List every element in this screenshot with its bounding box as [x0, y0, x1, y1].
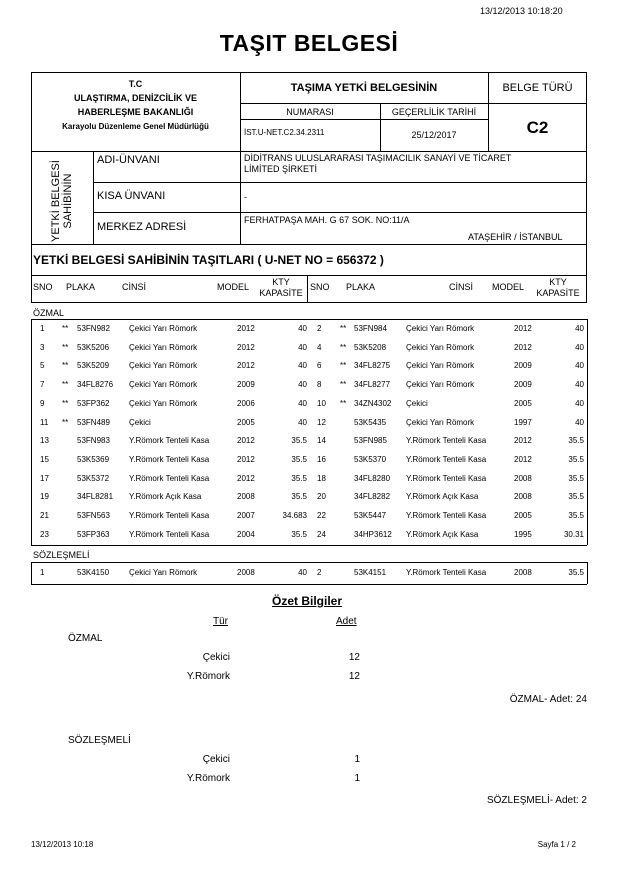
vehicle-plate: 34FL8275 — [354, 361, 391, 371]
table-row — [0, 434, 618, 452]
vehicle-plate: 53K5369 — [77, 454, 110, 464]
vehicle-capacity: 35.5 — [568, 473, 584, 483]
table-row — [0, 528, 618, 546]
summary-ozmal-count-2: 12 — [348, 671, 360, 682]
vehicle-kind: Çekici Yarı Römork — [406, 342, 475, 352]
vehicle-model: 2009 — [237, 380, 255, 390]
vehicle-sno: 13 — [40, 436, 49, 446]
vehicle-capacity: 40 — [298, 361, 307, 371]
vehicle-mark: ** — [62, 324, 69, 333]
col-cap2-right: KAPASİTE — [536, 288, 580, 298]
vehicle-capacity: 35.5 — [291, 529, 307, 539]
vehicle-model: 2005 — [514, 398, 532, 408]
vehicle-kind: Çekici — [406, 398, 428, 408]
vehicle-model: 2012 — [514, 342, 532, 352]
col-model-left: MODEL — [217, 282, 250, 292]
belge-turu-label: BELGE TÜRÜ — [502, 82, 573, 94]
holder-short-value: - — [244, 192, 247, 202]
vehicle-plate: 53FN563 — [77, 511, 110, 520]
holder-short-label: KISA ÜNVANI — [97, 190, 166, 202]
vehicle-model: 2012 — [237, 473, 255, 483]
vehicle-model: 2008 — [237, 492, 255, 502]
vehicle-plate: 34FL8282 — [354, 492, 391, 502]
vehicle-capacity: 35.5 — [568, 568, 584, 577]
col-cap2-left: KAPASİTE — [259, 288, 303, 298]
vehicle-sno: 12 — [317, 417, 326, 427]
vehicle-plate: 53K5435 — [354, 417, 387, 427]
vehicle-sno: 20 — [317, 492, 326, 502]
holder-name-value-2: LİMİTED ŞİRKETİ — [244, 164, 318, 174]
summary-ozmal-total: ÖZMAL- Adet: 24 — [509, 694, 587, 705]
auth-validity: 25/12/2017 — [411, 130, 457, 140]
vehicle-capacity: 35.5 — [291, 492, 307, 502]
vehicle-kind: Çekici Yarı Römork — [406, 324, 475, 333]
vehicle-plate: 34ZN4302 — [354, 398, 392, 408]
vehicle-plate: 53K4151 — [354, 568, 387, 577]
vehicle-kind: Çekici Yarı Römork — [406, 380, 475, 390]
summary-type-header: Tür — [213, 616, 228, 627]
vehicle-model: 2005 — [514, 511, 532, 520]
vehicle-capacity: 40 — [575, 361, 584, 371]
vehicle-plate: 34FL8277 — [354, 380, 391, 390]
vehicle-plate: 53FN984 — [354, 324, 387, 333]
table-row — [0, 322, 618, 340]
vehicle-mark: ** — [340, 342, 347, 352]
vehicle-sno: 21 — [40, 511, 49, 520]
ministry-line-3: HABERLEŞME BAKANLIĞI — [77, 107, 194, 117]
auth-validity-label: GEÇERLİLİK TARİHİ — [391, 107, 477, 117]
vehicle-kind: Y.Römork Tenteli Kasa — [406, 473, 487, 483]
vehicle-kind: Y.Römork Açık Kasa — [406, 529, 479, 539]
vehicle-capacity: 34.683 — [282, 511, 307, 520]
summary-contract-count-2: 1 — [354, 773, 360, 784]
footer-date: 13/12/2013 10:18 — [31, 840, 94, 849]
vehicle-mark: ** — [340, 398, 347, 408]
vehicle-sno: 22 — [317, 511, 326, 520]
vehicle-model: 2004 — [237, 529, 255, 539]
vehicle-plate: 34FL8280 — [354, 473, 391, 483]
summary-contract-count-1: 1 — [354, 754, 360, 765]
vehicle-mark: ** — [340, 380, 347, 390]
vehicle-kind: Çekici Yarı Römork — [129, 568, 198, 577]
vehicle-plate: 53FN982 — [77, 324, 110, 333]
footer-page: Sayfa 1 / 2 — [537, 840, 576, 849]
vehicle-capacity: 35.5 — [568, 492, 584, 502]
vehicle-capacity: 40 — [575, 342, 584, 352]
table-row — [0, 509, 618, 527]
vehicle-plate: 53K5447 — [354, 511, 387, 520]
vehicle-capacity: 40 — [298, 417, 307, 427]
vehicles-heading: YETKİ BELGESİ SAHİBİNİN TAŞITLARI ( U-NET NO = 656372 ) — [33, 253, 384, 267]
vehicle-kind: Çekici Yarı Römork — [129, 398, 198, 408]
table-row — [0, 490, 618, 508]
vehicle-model: 2012 — [237, 324, 255, 333]
belge-turu-value: C2 — [526, 118, 549, 137]
vehicle-sno: 14 — [317, 436, 326, 446]
vehicle-kind: Y.Römork Tenteli Kasa — [406, 454, 487, 464]
vehicle-mark: ** — [62, 417, 69, 427]
col-cap1-left: KTY — [272, 277, 290, 287]
vehicle-model: 2012 — [237, 454, 255, 464]
vehicle-kind: Y.Römork Tenteli Kasa — [406, 568, 487, 577]
auth-number: İST.U-NET.C2.34.2311 — [244, 128, 325, 137]
vehicle-model: 2012 — [237, 342, 255, 352]
vehicle-kind: Y.Römork Tenteli Kasa — [129, 436, 210, 446]
vehicle-mark: ** — [340, 361, 347, 371]
col-model-right: MODEL — [492, 282, 525, 292]
vehicle-capacity: 40 — [298, 324, 307, 333]
auth-heading: TAŞIMA YETKİ BELGESİNİN — [290, 82, 438, 94]
summary-contract-label: SÖZLEŞMELİ — [68, 735, 131, 746]
vehicle-capacity: 40 — [575, 417, 584, 427]
vehicle-model: 2012 — [514, 454, 532, 464]
table-row — [0, 397, 618, 415]
vehicle-mark: ** — [62, 398, 69, 408]
summary-title: Özet Bilgiler — [272, 594, 343, 608]
vehicle-sno: 4 — [317, 342, 322, 352]
table-row — [0, 341, 618, 359]
vehicle-kind: Y.Römork Tenteli Kasa — [129, 511, 210, 520]
vehicle-kind: Çekici Yarı Römork — [406, 417, 475, 427]
col-kind-left: CİNSİ — [122, 282, 147, 292]
vehicle-capacity: 30.31 — [563, 529, 584, 539]
vehicle-kind: Çekici Yarı Römork — [129, 361, 198, 371]
vehicle-model: 2005 — [237, 417, 255, 427]
print-timestamp: 13/12/2013 10:18:20 — [480, 6, 563, 16]
vehicle-model: 2012 — [237, 361, 255, 371]
vehicle-model: 2007 — [237, 511, 255, 520]
summary-count-header: Adet — [336, 616, 357, 627]
vehicle-sno: 9 — [40, 398, 45, 408]
vehicle-sno: 24 — [317, 529, 326, 539]
vehicle-kind: Y.Römork Açık Kasa — [129, 492, 202, 502]
vehicle-sno: 2 — [317, 568, 322, 577]
vehicle-plate: 34HP3612 — [354, 529, 392, 539]
summary-contract-type-1: Çekici — [202, 754, 230, 765]
table-row — [0, 566, 618, 584]
col-cap1-right: KTY — [549, 277, 567, 287]
vehicle-mark: ** — [340, 324, 347, 333]
table-row — [0, 472, 618, 490]
vehicle-sno: 6 — [317, 361, 322, 371]
vehicle-capacity: 35.5 — [568, 454, 584, 464]
summary-ozmal-label: ÖZMAL — [68, 633, 103, 644]
vehicle-capacity: 40 — [298, 398, 307, 408]
ministry-line-1: T.C — [128, 79, 143, 89]
auth-number-label: NUMARASI — [286, 107, 334, 117]
vehicle-kind: Çekici Yarı Römork — [129, 324, 198, 333]
vehicle-capacity: 40 — [575, 398, 584, 408]
vehicle-sno: 1 — [40, 324, 45, 333]
vehicle-sno: 3 — [40, 342, 45, 352]
holder-address-label: MERKEZ ADRESİ — [97, 221, 187, 233]
col-plate-left: PLAKA — [66, 282, 96, 292]
summary-contract-type-2: Y.Römork — [186, 773, 230, 784]
vehicle-plate: 53K5208 — [354, 342, 387, 352]
vehicle-plate: 53FN985 — [354, 436, 387, 446]
summary-contract-total: SÖZLEŞMELİ- Adet: 2 — [486, 795, 587, 806]
summary-ozmal-type-2: Y.Römork — [186, 671, 230, 682]
summary-ozmal-type-1: Çekici — [202, 652, 230, 663]
ozmal-section-label: ÖZMAL — [33, 308, 65, 318]
vehicle-capacity: 35.5 — [291, 454, 307, 464]
table-row — [0, 359, 618, 377]
vehicle-plate: 34FL8281 — [77, 492, 114, 502]
vehicle-kind: Çekici Yarı Römork — [129, 342, 198, 352]
vehicle-model: 2008 — [514, 492, 532, 502]
vehicle-plate: 34FL8276 — [77, 380, 114, 390]
vehicle-kind: Y.Römork Tenteli Kasa — [129, 473, 210, 483]
table-row — [0, 378, 618, 396]
vehicle-model: 2009 — [514, 380, 532, 390]
vehicle-plate: 53FN983 — [77, 436, 110, 446]
vehicle-model: 2012 — [237, 436, 255, 446]
vehicle-sno: 2 — [317, 324, 322, 333]
col-kind-right: CİNSİ — [449, 282, 474, 292]
vehicle-kind: Y.Römork Tenteli Kasa — [129, 529, 210, 539]
vehicle-sno: 1 — [40, 568, 45, 577]
vehicle-model: 2012 — [514, 436, 532, 446]
table-row — [0, 416, 618, 434]
vehicle-plate: 53K5372 — [77, 473, 110, 483]
vehicle-kind: Çekici — [129, 417, 151, 427]
vehicle-capacity: 35.5 — [568, 511, 584, 520]
col-plate-right: PLAKA — [346, 282, 376, 292]
vehicle-capacity: 40 — [575, 324, 584, 333]
ministry-line-2: ULAŞTIRMA, DENİZCİLİK VE — [74, 93, 197, 103]
vehicle-capacity: 40 — [298, 342, 307, 352]
table-row — [0, 453, 618, 471]
vehicle-mark: ** — [62, 342, 69, 352]
col-sno-left: SNO — [33, 282, 53, 292]
vehicle-model: 2012 — [514, 324, 532, 333]
vehicle-model: 2006 — [237, 398, 255, 408]
vehicle-kind: Çekici Yarı Römork — [129, 380, 198, 390]
vehicle-plate: 53K5370 — [354, 454, 387, 464]
vehicle-model: 1995 — [514, 529, 532, 539]
vehicle-sno: 15 — [40, 454, 49, 464]
vehicle-capacity: 40 — [298, 568, 307, 577]
vehicle-sno: 17 — [40, 473, 49, 483]
vehicle-capacity: 40 — [575, 380, 584, 390]
vehicle-model: 1997 — [514, 417, 532, 427]
vehicle-model: 2008 — [237, 568, 255, 577]
contract-section-label: SÖZLEŞMELİ — [33, 550, 90, 560]
vehicle-sno: 23 — [40, 529, 49, 539]
vehicle-kind: Y.Römork Tenteli Kasa — [406, 511, 487, 520]
vehicle-model: 2008 — [514, 568, 532, 577]
vehicle-sno: 19 — [40, 492, 49, 502]
vehicle-mark: ** — [62, 361, 69, 371]
vehicle-plate: 53K5206 — [77, 342, 110, 352]
vehicle-sno: 7 — [40, 380, 45, 390]
vehicle-model: 2008 — [514, 473, 532, 483]
vehicle-capacity: 35.5 — [291, 473, 307, 483]
vehicle-sno: 18 — [317, 473, 326, 483]
vehicle-plate: 53FP362 — [77, 398, 110, 408]
vehicle-kind: Çekici Yarı Römork — [406, 361, 475, 371]
vehicle-plate: 53FN489 — [77, 417, 110, 427]
vehicle-sno: 10 — [317, 398, 326, 408]
document-title: TAŞIT BELGESİ — [219, 30, 399, 56]
vehicle-capacity: 35.5 — [568, 436, 584, 446]
vehicle-sno: 8 — [317, 380, 322, 390]
vehicle-kind: Y.Römork Tenteli Kasa — [406, 436, 487, 446]
vehicle-capacity: 40 — [298, 380, 307, 390]
holder-name-value-1: DİDİTRANS ULUSLARARASI TAŞIMACILIK SANAYİ VE TİCARET — [244, 153, 512, 163]
vehicle-plate: 53K4150 — [77, 568, 110, 577]
vehicle-mark: ** — [62, 380, 69, 390]
holder-side-label: YETKİ BELGESİ SAHİBİNİN — [50, 160, 74, 242]
summary-ozmal-count-1: 12 — [348, 652, 360, 663]
holder-address-value: FERHATPAŞA MAH. G 67 SOK. NO:11/A — [244, 215, 410, 225]
ministry-line-4: Karayolu Düzenleme Genel Müdürlüğü — [62, 122, 209, 131]
vehicle-model: 2009 — [514, 361, 532, 371]
vehicle-kind: Y.Römork Açık Kasa — [406, 492, 479, 502]
holder-name-label: ADI-ÜNVANI — [97, 154, 160, 166]
vehicle-kind: Y.Römork Tenteli Kasa — [129, 454, 210, 464]
vehicle-sno: 5 — [40, 361, 45, 371]
vehicle-sno: 16 — [317, 454, 326, 464]
col-sno-right: SNO — [310, 282, 330, 292]
vehicle-sno: 11 — [40, 417, 49, 427]
vehicle-capacity: 35.5 — [291, 436, 307, 446]
vehicle-plate: 53FP363 — [77, 529, 110, 539]
vehicle-plate: 53K5209 — [77, 361, 110, 371]
holder-address-city: ATAŞEHİR / İSTANBUL — [468, 232, 563, 242]
